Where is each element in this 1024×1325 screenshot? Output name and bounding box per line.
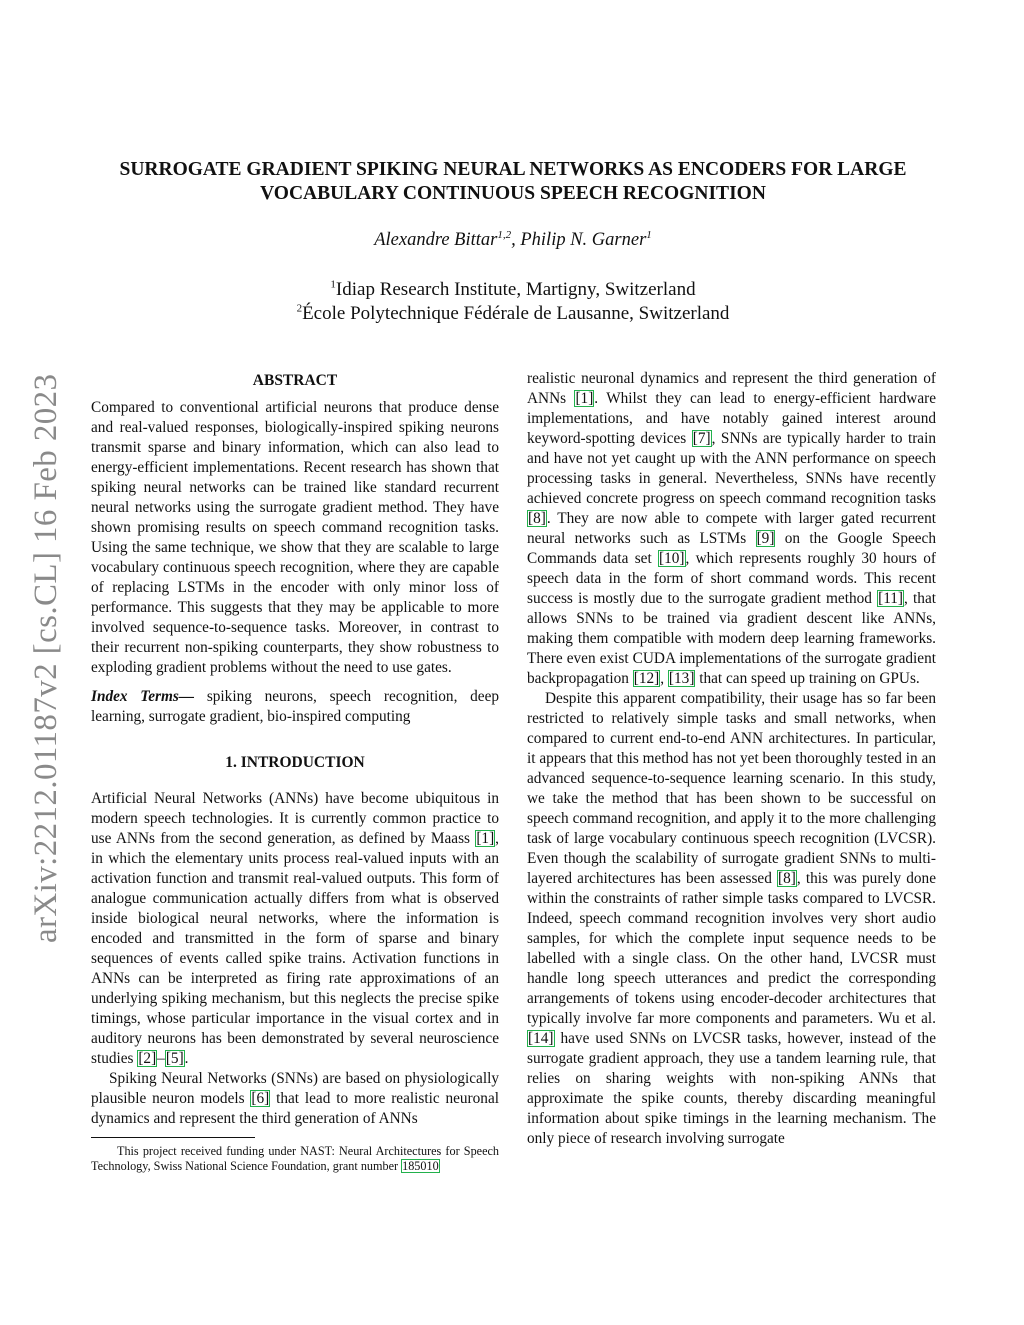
- text-run: .: [184, 1050, 189, 1067]
- citation-link[interactable]: [1]: [575, 390, 594, 407]
- citation-link[interactable]: [12]: [633, 670, 660, 687]
- author-list: Alexandre Bittar$^{1,2}$, Philip N. Garner$^1$: [374, 228, 652, 250]
- citation-link[interactable]: [6]: [251, 1090, 270, 1107]
- text-run: Artificial Neural Networks (ANNs) have become ubiquitous in modern speech technologies. It is currently common practice to use ANNs from the second generation, as defined by Maass: [91, 790, 499, 847]
- text-run: , this was purely done within the constraints of rather simple tasks compared to LVCSR. Indeed, speech command recognition involves very short audio samples, for which the complete input sequence needs to be labelled with a single class. On the other hand, LVCSR must handle long speech utterances and predict the corresponding arrangements of tokens using encoder-decoder architectures that typically involve far more components and parameters. Wu et al.: [527, 870, 936, 1027]
- left-column: [91, 369, 499, 1174]
- affiliation-text: École Polytechnique Fédérale de Lausanne, Switzerland: [302, 303, 730, 324]
- author-name: Alexandre Bittar: [374, 230, 498, 250]
- right-column: [527, 369, 936, 1149]
- title-line-2: VOCABULARY CONTINUOUS SPEECH RECOGNITION: [260, 183, 766, 204]
- grant-number-link[interactable]: 185010: [402, 1159, 439, 1173]
- citation-link[interactable]: [2]: [138, 1050, 157, 1067]
- citation-link[interactable]: [8]: [528, 510, 546, 527]
- text-run: , SNNs are typically harder to train and have not yet caught up with the ANN performance on speech processing tasks in general. Nevertheless, SNNs have recently achieved concrete progress on speech command recognition tasks: [527, 430, 936, 507]
- text-run: have used SNNs on LVCSR tasks, however, instead of the surrogate gradient approach, they use a tandem learning rule, that relies on sharing weights with non-spiking ANNs that approximate the spike counts, thereby discarding meaningful information about spike timings in the learning mechanism. The only piece of research involving surrogate: [527, 1030, 936, 1147]
- text-run: that can speed up training on GPUs.: [695, 670, 920, 687]
- citation-link[interactable]: [9]: [756, 530, 775, 547]
- text-run: , that allows SNNs to be trained via gradient descent like ANNs, making them compatible with modern deep learning frameworks. There even exist CUDA implementations of the surrogate gradient backpropagation: [527, 590, 936, 687]
- citation-link[interactable]: [13]: [668, 670, 695, 687]
- index-terms: [91, 687, 499, 727]
- paper-title: [90, 158, 936, 206]
- footnote: [91, 1144, 499, 1174]
- affiliation-line: [90, 302, 936, 326]
- text-run: –: [157, 1050, 165, 1067]
- affiliation-text: Idiap Research Institute, Martigny, Switzerland: [335, 279, 696, 300]
- text-run: Despite this apparent compatibility, their usage has so far been restricted to relatively simple tasks and small networks, when compared to current end-to-end ANN architectures. In particular, it appears that this method has not yet been thoroughly tested in an advanced sequence-to-sequence learning scenario. In this study, we take the method that has been shown to be successful on speech command recognition, and apply it to the more challenging task of large vocabulary continuous speech recognition (LVCSR). Even though the scalability of surrogate gradient SNNs to multi-layered architectures has been assessed: [527, 690, 936, 887]
- citation-link[interactable]: [5]: [165, 1050, 184, 1067]
- affiliation-mark: 1: [330, 278, 336, 291]
- intro-paragraph-2-cont: [527, 369, 936, 689]
- text-run: on the Google Speech Commands data set: [527, 530, 936, 567]
- text-run: that lead to more realistic neuronal dynamics and represent the third generation of ANNs: [91, 1090, 499, 1127]
- title-line-1: SURROGATE GRADIENT SPIKING NEURAL NETWORKS AS ENCODERS FOR LARGE: [119, 159, 907, 180]
- affiliation-line: [90, 278, 936, 302]
- footnote-text: This project received funding under NAST: Neural Architectures for Speech Technology, Swiss National Science Foundation, grant number: [91, 1144, 499, 1173]
- author-affiliation-mark: 1: [646, 228, 652, 241]
- text-run: realistic neuronal dynamics and represent the third generation of ANNs: [527, 370, 936, 407]
- citation-link[interactable]: [10]: [659, 550, 685, 567]
- author-name: Philip N. Garner: [520, 230, 647, 250]
- affiliation-mark: 2: [296, 302, 303, 315]
- citation-link[interactable]: [1]: [476, 830, 495, 847]
- intro-paragraph-2-start: [91, 1069, 499, 1129]
- index-terms-text: spiking neurons, speech recognition, deep learning, surrogate gradient, bio-inspired computing: [91, 688, 500, 725]
- text-run: . They are now able to compete with larger gated recurrent neural networks such as LSTMs: [527, 510, 936, 547]
- citation-link[interactable]: [14]: [528, 1030, 554, 1047]
- citation-link[interactable]: [11]: [878, 590, 904, 607]
- footnote-rule: [91, 1137, 255, 1138]
- text-run: , in which the elementary units process real-valued inputs with an activation function and transmit real-valued outputs. This form of analogue communication actually differs from what is observed inside biological neural networks, where the information is encoded and transmitted in the form of sparse and binary sequences of events called spike trains. Activation functions in ANNs can be interpreted as firing rate approximations of an underlying spiking mechanism, but this neglects the precise spike timings, whose particular importance in the visual cortex and in auditory neurons has been demonstrated by several neuroscience studies: [91, 830, 499, 1067]
- arxiv-identifier: arXiv:2212.01187v2 [cs.CL] 16 Feb 2023: [28, 373, 64, 943]
- abstract-heading: ABSTRACT: [252, 372, 338, 389]
- text-run: , which represents roughly 30 hours of speech data in the form of short command words. This recent success is mostly due to the surrogate gradient method: [527, 550, 936, 607]
- text-run: . Whilst they can lead to energy-efficient hardware implementations, and have notably gained interest around keyword-spotting devices: [527, 390, 937, 447]
- affiliations: [90, 278, 936, 326]
- intro-paragraph-3: [527, 689, 936, 1149]
- index-terms-label: Index Terms—: [91, 688, 195, 705]
- text-run: ,: [660, 670, 668, 687]
- citation-link[interactable]: [8]: [778, 870, 796, 887]
- text-run: Spiking Neural Networks (SNNs) are based on physiologically plausible neuron models: [91, 1070, 499, 1107]
- intro-paragraph-1: [91, 789, 499, 1069]
- abstract-text: Compared to conventional artificial neurons that produce dense and real-valued responses, biologically-inspired spiking neurons transmit sparse and binary information, which can also lead to energy-efficient implementations. Recent research has shown that spiking neural networks can be trained like standard recurrent neural networks using the surrogate gradient method. They have shown promising results on speech command recognition tasks. Using the same technique, we show that they are scalable to large vocabulary continuous speech recognition, where they are capable of replacing LSTMs in the encoder with only minor loss of performance. This suggests that they may be applicable to more involved sequence-to-sequence tasks. Moreover, in contrast to their recurrent non-spiking counterparts, they show robustness to exploding gradient problems without the need to use gates.: [91, 399, 499, 676]
- introduction-heading: 1. INTRODUCTION: [225, 754, 365, 771]
- author-affiliation-mark: 1,2: [497, 228, 512, 241]
- citation-link[interactable]: [7]: [692, 430, 711, 447]
